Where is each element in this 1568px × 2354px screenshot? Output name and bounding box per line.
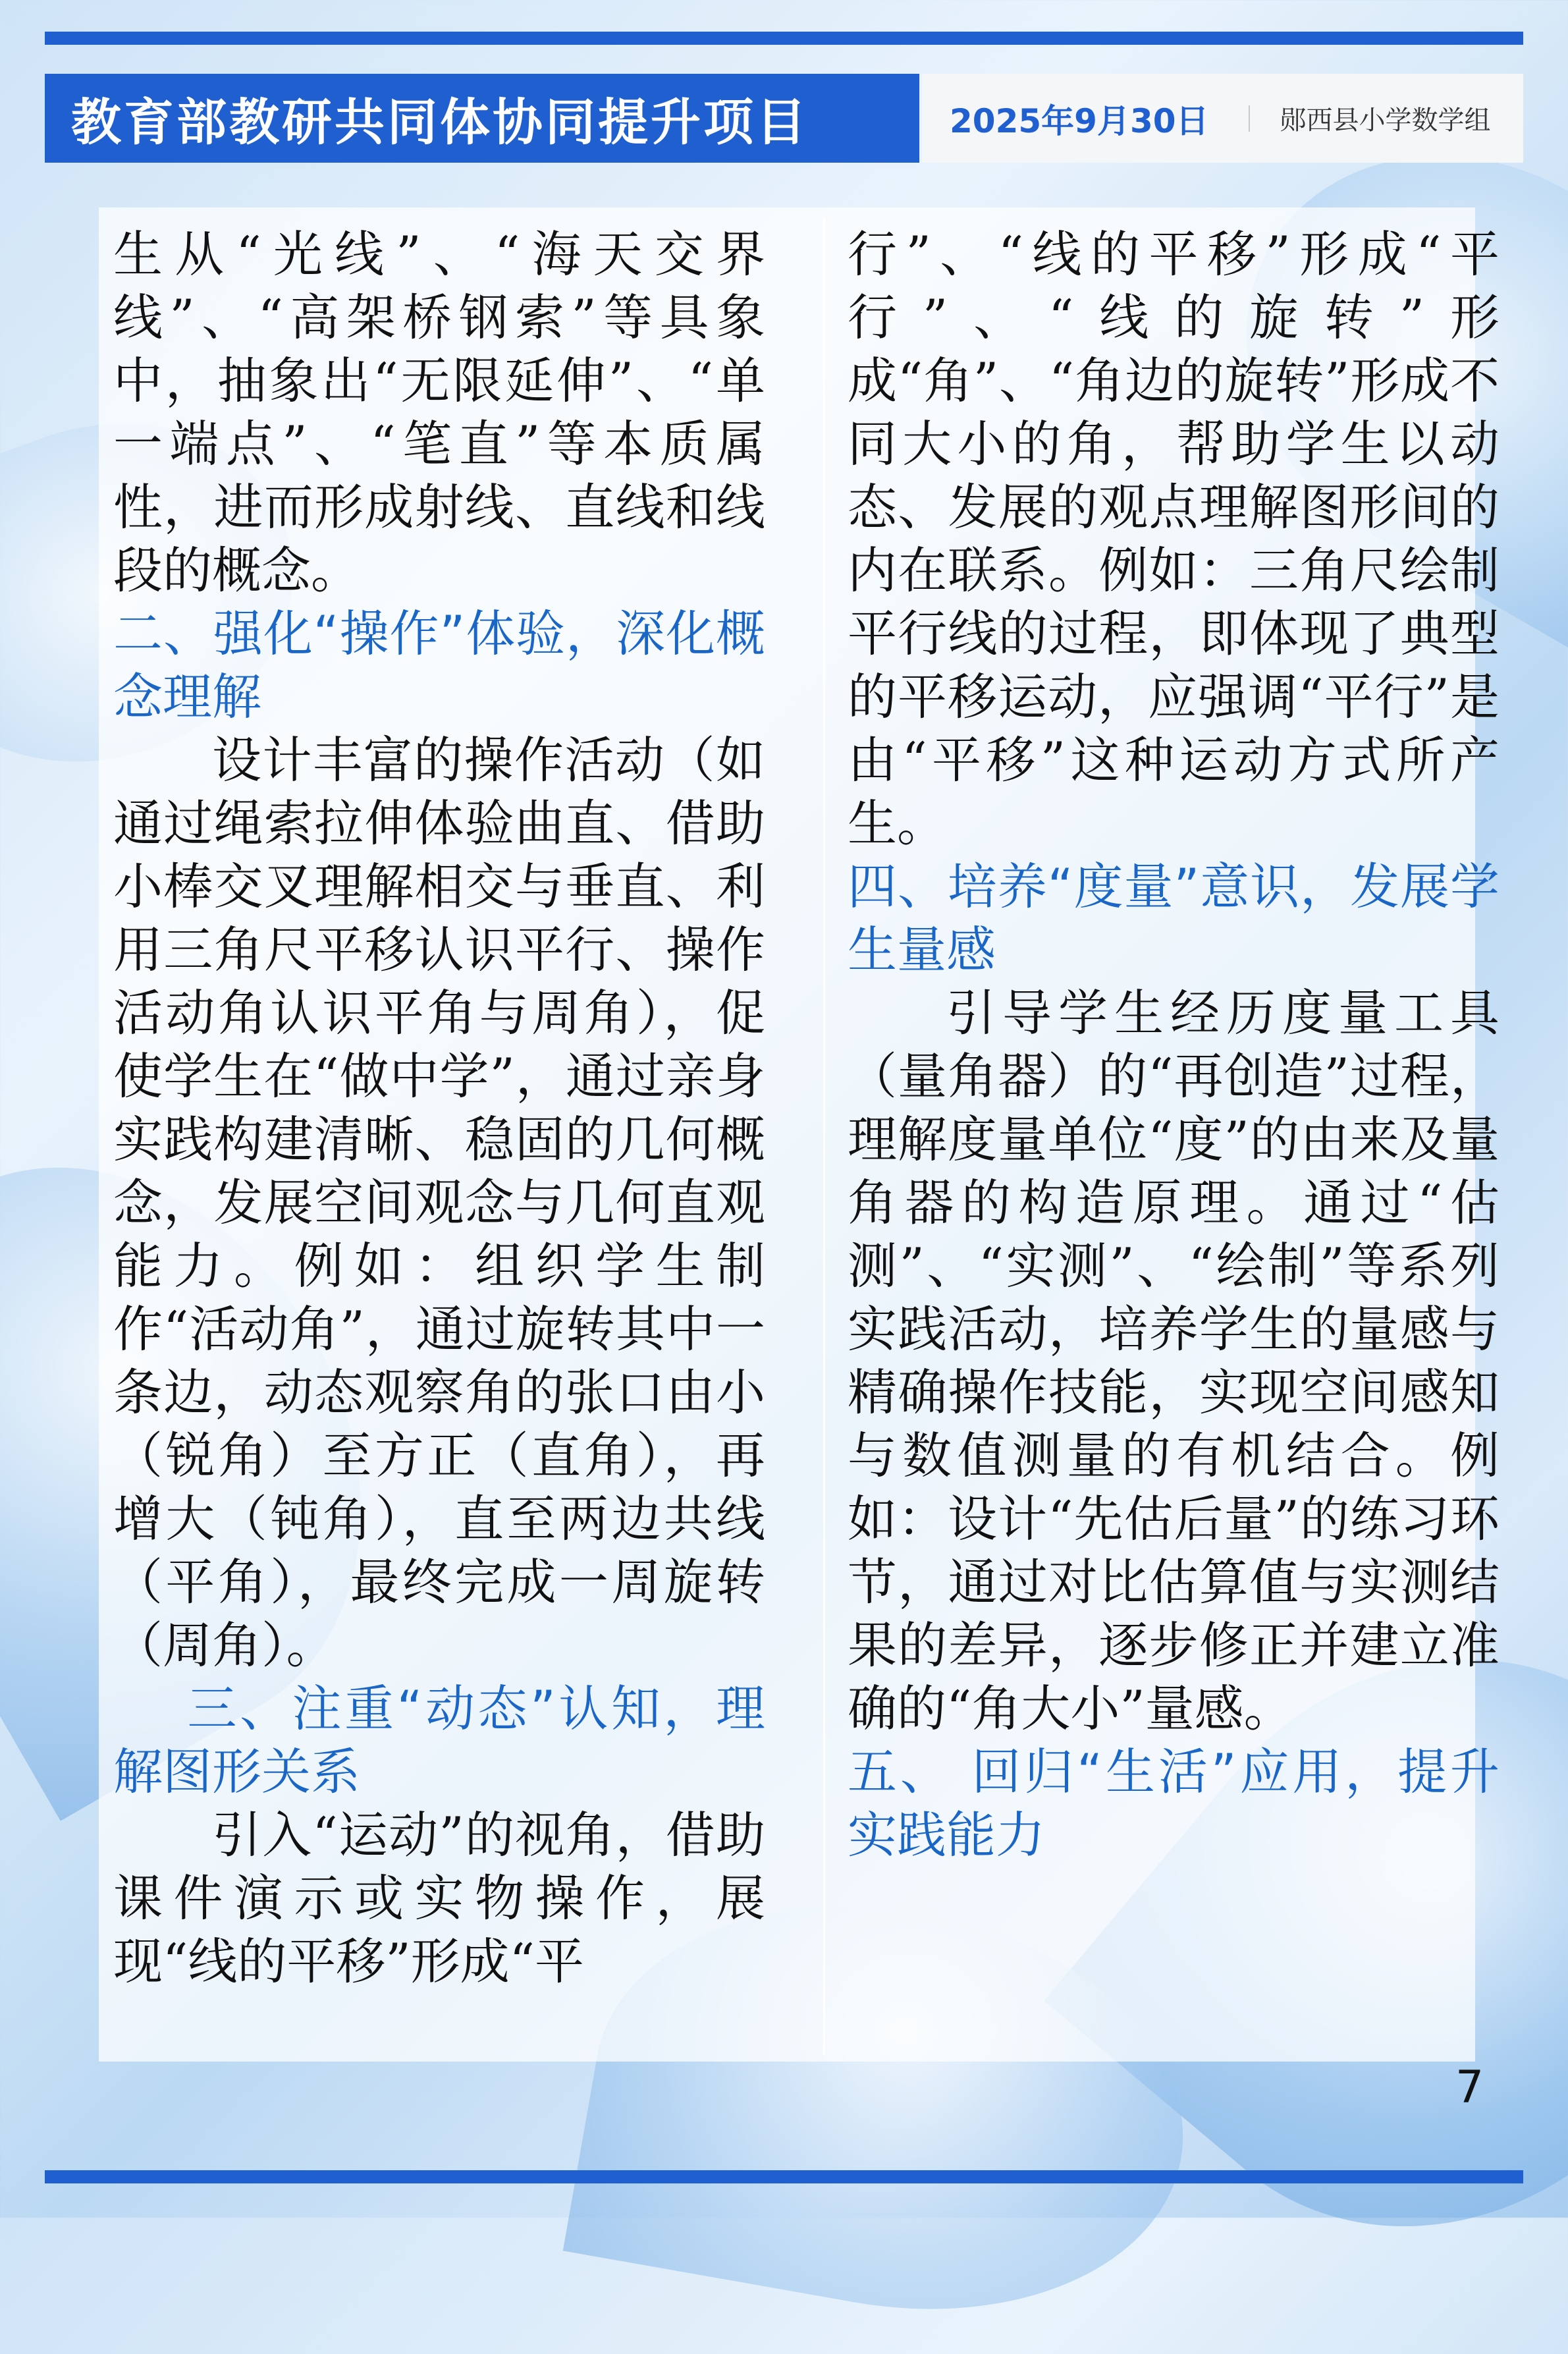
section-heading-2: 二、强化“操作”体验，深化概念理解 xyxy=(113,605,765,726)
header-org: 郧西县小学数学组 xyxy=(1280,105,1491,136)
section-heading-3: 三、注重“动态”认知，理解图形关系 xyxy=(113,1680,765,1801)
paragraph: 生从“光线”、“海天交界线”、“高架桥钢索”等具象中，抽象出“无限延伸”、“单一端点”、“笔直”等本质属性，进而形成射线、直线和线段的概念。 xyxy=(113,225,765,599)
section-heading-4: 四、培养“度量”意识，发展学生量感 xyxy=(848,858,1500,979)
right-column xyxy=(848,223,1500,1867)
section-heading-5: 五、 回归“生活”应用，提升实践能力 xyxy=(848,1743,1500,1864)
bottom-rule xyxy=(45,2170,1523,2183)
paragraph: 引入“运动”的视角，借助课件演示或实物操作，展现“线的平移”形成“平 xyxy=(113,1806,765,1990)
header-separator xyxy=(1249,105,1250,132)
header-info-box xyxy=(922,74,1523,163)
page-number: 7 xyxy=(1455,2062,1484,2114)
header-title: 教育部教研共同体协同提升项目 xyxy=(71,93,809,151)
paragraph: 设计丰富的操作活动（如通过绳索拉伸体验曲直、借助小棒交叉理解相交与垂直、利用三角尺平移认识平行、操作活动角认识平角与周角），促使学生在“做中学”，通过亲身实践构建清晰、稳固的几何概念，发展空间观念与几何直观能力。例如：组织学生制作“活动角”，通过旋转其中一条边，动态观察角的张口由小（锐角）至方正（直角），再增大（钝角），直至两边共线（平角），最终完成一周旋转（周角）。 xyxy=(113,731,765,1674)
paragraph: 行”、“线的平移”形成“平行”、“线的旋转”形成“角”、“角边的旋转”形成不同大小的角，帮助学生以动态、发展的观点理解图形间的内在联系。例如：三角尺绘制平行线的过程，即体现了典型的平移运动，应强调“平行”是由“平移”这种运动方式所产生。 xyxy=(848,225,1500,852)
paragraph: 引导学生经历度量工具（量角器）的“再创造”过程，理解度量单位“度”的由来及量角器的构造原理。通过“估测”、“实测”、“绘制”等系列实践活动，培养学生的量感与精确操作技能，实现空间感知与数值测量的有机结合。例如：设计“先估后量”的练习环节，通过对比估算值与实测结果的差异，逐步修正并建立准确的“角大小”量感。 xyxy=(848,984,1500,1738)
header-title-box xyxy=(45,74,919,163)
column-divider xyxy=(823,217,825,2055)
top-rule xyxy=(45,32,1523,45)
header-date: 2025年9月30日 xyxy=(950,101,1209,140)
left-column xyxy=(113,223,765,1993)
